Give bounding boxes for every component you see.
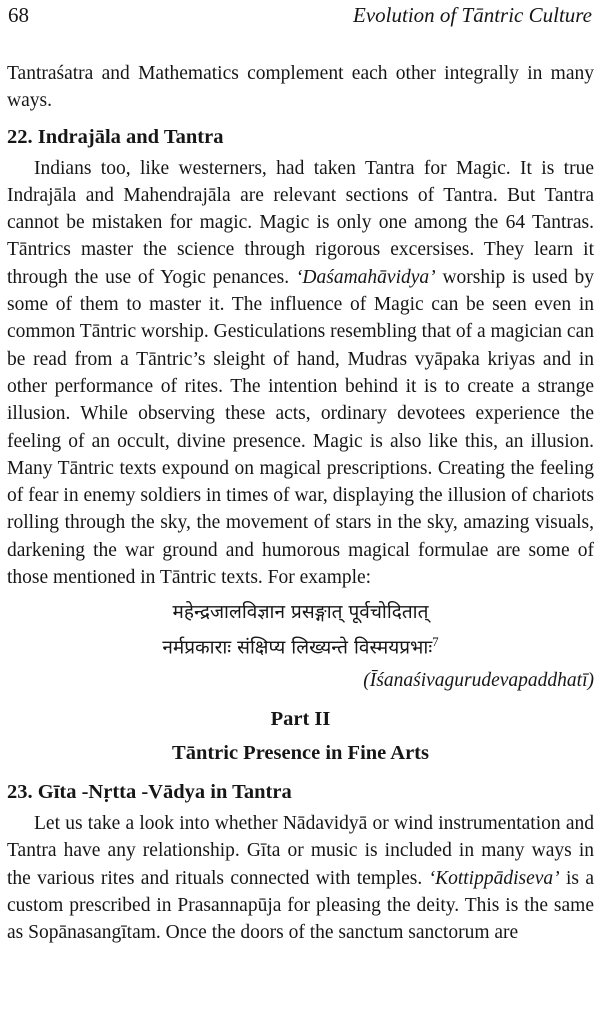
paragraph-text: worship is used by some of them to master it. The influence of Magic can be seen even in common Tāntric worship. Gesticulations resembling that of a magician can be read from a Tāntric’s sleight of hand, Mudras vyāpaka kriyas and in other performance of rites. The intention behind it is to create a strange illusion. While observing these acts, ordinary devotees experience the feeling of an occult, divine presence. Magic is also like this, an illusion. Many Tāntric texts expound on magical prescriptions. Creating the feeling of fear in enemy soldiers in times of war, displaying the illusion of chariots rolling through the sky, the movement of stars in the sky, amazing visuals, darkening the war ground and humorous magical formulae are some of those mentioned in Tāntric texts. For example:	[7, 266, 594, 589]
italic-term: ‘Kottippādiseva’	[428, 867, 560, 889]
paragraph-indrajala	[7, 155, 594, 592]
paragraph-text: Indians too, like westerners, had taken Tantra for Magic. It is true Indrajāla and Mahendrajāla are relevant sections of Tantra. But Tantra cannot be mistaken for magic. Magic is only one among the 64 Tantras. Tāntrics master the science through rigorous excersises. They learn it through the use of Yogic penances.	[7, 157, 594, 288]
paragraph-gita	[7, 810, 594, 946]
verse-line: नर्मप्रकाराः संक्षिप्य लिख्यन्ते विस्मयप्रभाः	[162, 636, 433, 659]
sanskrit-verse	[7, 597, 594, 662]
running-header	[8, 0, 592, 30]
page-body	[7, 60, 594, 946]
continued-paragraph: Tantraśatra and Mathematics complement each other integrally in many ways.	[7, 63, 594, 112]
paragraph-text: Let us take a look into whether Nādavidyā or wind instrumentation and Tantra have any relationship. Gīta or music is included in many ways in the various rites and rituals connected with temples.	[7, 812, 594, 889]
italic-term: ‘Daśamahāvidya’	[295, 266, 436, 288]
verse-line: महेन्द्रजालविज्ञान प्रसङ्गात् पूर्वचोदितात्	[172, 601, 429, 624]
part-label: Part II	[270, 707, 331, 730]
verse-line-with-footnote	[7, 627, 594, 662]
part-title: Tāntric Presence in Fine Arts	[172, 741, 429, 764]
paragraph-text: is a custom prescribed in Prasannapūja for pleasing the deity. This is the same as Sopānasangītam. Once the doors of the sanctum sanctorum are	[7, 867, 594, 944]
section-heading-23: 23. Gīta -Nṛtta -Vādya in Tantra	[7, 780, 292, 803]
section-heading-22: 22. Indrajāla and Tantra	[7, 125, 224, 148]
footnote-marker: 7	[432, 634, 439, 650]
page-number: 68	[8, 3, 29, 27]
running-title: Evolution of Tāntric Culture	[353, 3, 592, 27]
verse-citation: (Īśanaśivagurudevapaddhatī)	[363, 669, 594, 691]
